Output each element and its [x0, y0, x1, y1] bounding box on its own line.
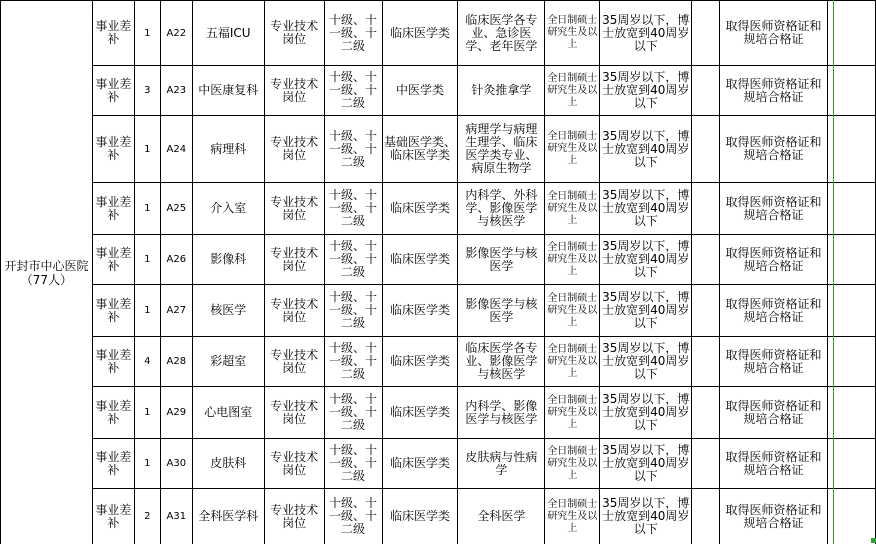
cell-education[interactable]: 全日制硕士研究生及以上: [545, 439, 600, 489]
cell-post-type[interactable]: 专业技术岗位: [264, 387, 324, 439]
cell-department[interactable]: 心电图室: [192, 387, 264, 439]
cell-category[interactable]: 临床医学类: [382, 285, 458, 337]
cell-post-type[interactable]: 专业技术岗位: [264, 66, 324, 116]
cell-blank[interactable]: [692, 235, 720, 285]
cell-education[interactable]: 全日制硕士研究生及以上: [545, 285, 600, 337]
table-body: [1, 1, 876, 544]
cell-post-code[interactable]: A25: [160, 183, 192, 235]
cell-category[interactable]: 临床医学类: [382, 489, 458, 544]
cell-age[interactable]: 35周岁以下，博士放宽到40周岁以下: [600, 1, 692, 66]
cell-requirement[interactable]: 取得医师资格证和规培合格证: [720, 183, 828, 235]
cell-age[interactable]: 35周岁以下，博士放宽到40周岁以下: [600, 489, 692, 544]
cell-post-code[interactable]: A27: [160, 285, 192, 337]
cell-category[interactable]: 基础医学类、临床医学类: [382, 116, 458, 183]
cell-type[interactable]: 事业差补: [92, 116, 134, 183]
cell-major[interactable]: 影像医学与核医学: [458, 285, 545, 337]
cell-level[interactable]: 十级、十一级、十二级: [324, 285, 382, 337]
cell-type[interactable]: 事业差补: [92, 235, 134, 285]
cell-type[interactable]: 事业差补: [92, 387, 134, 439]
cell-age[interactable]: 35周岁以下，博士放宽到40周岁以下: [600, 116, 692, 183]
cell-type[interactable]: 事业差补: [92, 183, 134, 235]
cell-level[interactable]: 十级、十一级、十二级: [324, 387, 382, 439]
cell-category[interactable]: 临床医学类: [382, 387, 458, 439]
cell-post-code[interactable]: A29: [160, 387, 192, 439]
cell-post-type[interactable]: 专业技术岗位: [264, 285, 324, 337]
cell-blank[interactable]: [692, 183, 720, 235]
cell-major[interactable]: 内科学、影像医学与核医学: [458, 387, 545, 439]
cell-age[interactable]: 35周岁以下，博士放宽到40周岁以下: [600, 183, 692, 235]
cell-type[interactable]: 事业差补: [92, 439, 134, 489]
cell-education[interactable]: 全日制硕士研究生及以上: [545, 1, 600, 66]
cell-count[interactable]: 1: [134, 285, 160, 337]
table-row: [1, 489, 876, 544]
cell-requirement[interactable]: 取得医师资格证和规培合格证: [720, 285, 828, 337]
hospital-count: （77人）: [20, 272, 73, 287]
cell-requirement[interactable]: 取得医师资格证和规培合格证: [720, 235, 828, 285]
cell-post-type[interactable]: 专业技术岗位: [264, 235, 324, 285]
cell-level[interactable]: 十级、十一级、十二级: [324, 116, 382, 183]
cell-post-code[interactable]: A28: [160, 337, 192, 387]
cell-count[interactable]: 3: [134, 66, 160, 116]
cell-type[interactable]: 事业差补: [92, 489, 134, 544]
cell-count[interactable]: 1: [134, 235, 160, 285]
cell-level[interactable]: 十级、十一级、十二级: [324, 337, 382, 387]
cell-education[interactable]: 全日制硕士研究生及以上: [545, 183, 600, 235]
table-row: [1, 66, 876, 116]
cell-requirement[interactable]: 取得医师资格证和规培合格证: [720, 1, 828, 66]
cell-count[interactable]: 4: [134, 337, 160, 387]
cell-age[interactable]: 35周岁以下，博士放宽到40周岁以下: [600, 66, 692, 116]
cell-major[interactable]: 内科学、外科学、影像医学与核医学: [458, 183, 545, 235]
cell-major[interactable]: 针灸推拿学: [458, 66, 545, 116]
cell-blank[interactable]: [692, 285, 720, 337]
cell-department[interactable]: 皮肤科: [192, 439, 264, 489]
cell-category[interactable]: 临床医学类: [382, 439, 458, 489]
cell-major[interactable]: 皮肤病与性病学: [458, 439, 545, 489]
cell-post-type[interactable]: 专业技术岗位: [264, 439, 324, 489]
cell-count[interactable]: 1: [134, 116, 160, 183]
cell-blank[interactable]: [692, 489, 720, 544]
cell-requirement[interactable]: 取得医师资格证和规培合格证: [720, 337, 828, 387]
cell-level[interactable]: 十级、十一级、十二级: [324, 439, 382, 489]
cell-education[interactable]: 全日制硕士研究生及以上: [545, 489, 600, 544]
cell-department[interactable]: 病理科: [192, 116, 264, 183]
cell-major[interactable]: 临床医学各专业、急诊医学、老年医学: [458, 1, 545, 66]
cell-education[interactable]: 全日制硕士研究生及以上: [545, 116, 600, 183]
cell-blank[interactable]: [692, 116, 720, 183]
cell-requirement[interactable]: 取得医师资格证和规培合格证: [720, 387, 828, 439]
cell-count[interactable]: 2: [134, 489, 160, 544]
cell-post-code[interactable]: A31: [160, 489, 192, 544]
cell-type[interactable]: 事业差补: [92, 66, 134, 116]
cell-education[interactable]: 全日制硕士研究生及以上: [545, 337, 600, 387]
cell-category[interactable]: 中医学类: [382, 66, 458, 116]
cell-post-code[interactable]: A23: [160, 66, 192, 116]
cell-education[interactable]: 全日制硕士研究生及以上: [545, 235, 600, 285]
cell-requirement[interactable]: 取得医师资格证和规培合格证: [720, 66, 828, 116]
cell-level[interactable]: 十级、十一级、十二级: [324, 66, 382, 116]
cell-level[interactable]: 十级、十一级、十二级: [324, 183, 382, 235]
table-row: [1, 337, 876, 387]
cell-blank[interactable]: [692, 1, 720, 66]
cell-major[interactable]: 全科医学: [458, 489, 545, 544]
cell-post-type[interactable]: 专业技术岗位: [264, 1, 324, 66]
cell-major[interactable]: 病理学与病理生理学、临床医学类专业、病原生物学: [458, 116, 545, 183]
cell-post-code[interactable]: A22: [160, 1, 192, 66]
cell-post-type[interactable]: 专业技术岗位: [264, 337, 324, 387]
cell-count[interactable]: 1: [134, 1, 160, 66]
cell-education[interactable]: 全日制硕士研究生及以上: [545, 66, 600, 116]
table-row: [1, 1, 876, 66]
cell-major[interactable]: 影像医学与核医学: [458, 235, 545, 285]
cell-category[interactable]: 临床医学类: [382, 235, 458, 285]
hospital-name: 开封市中心医院: [4, 258, 89, 273]
cell-department[interactable]: 五福ICU: [192, 1, 264, 66]
table-row: [1, 235, 876, 285]
table-row: [1, 387, 876, 439]
cell-department[interactable]: 介入室: [192, 183, 264, 235]
table-row: [1, 285, 876, 337]
cell-blank[interactable]: [692, 337, 720, 387]
cell-department[interactable]: 影像科: [192, 235, 264, 285]
cell-blank[interactable]: [692, 387, 720, 439]
cell-age[interactable]: 35周岁以下，博士放宽到40周岁以下: [600, 285, 692, 337]
cell-category[interactable]: 临床医学类: [382, 1, 458, 66]
cell-type[interactable]: 事业差补: [92, 337, 134, 387]
table-row: [1, 183, 876, 235]
table-row: [1, 116, 876, 183]
cell-hospital[interactable]: [1, 1, 93, 544]
cell-requirement[interactable]: 取得医师资格证和规培合格证: [720, 439, 828, 489]
cell-department[interactable]: 彩超室: [192, 337, 264, 387]
cell-level[interactable]: 十级、十一级、十二级: [324, 1, 382, 66]
cell-post-code[interactable]: A26: [160, 235, 192, 285]
cell-post-code[interactable]: A24: [160, 116, 192, 183]
cell-blank[interactable]: [692, 439, 720, 489]
table-row: [1, 439, 876, 489]
cell-department[interactable]: 中医康复科: [192, 66, 264, 116]
cell-age[interactable]: 35周岁以下，博士放宽到40周岁以下: [600, 235, 692, 285]
cell-post-type[interactable]: 专业技术岗位: [264, 183, 324, 235]
cell-age[interactable]: 35周岁以下，博士放宽到40周岁以下: [600, 387, 692, 439]
cell-age[interactable]: 35周岁以下，博士放宽到40周岁以下: [600, 337, 692, 387]
cell-category[interactable]: 临床医学类: [382, 337, 458, 387]
cell-major[interactable]: 临床医学各专业、影像医学与核医学: [458, 337, 545, 387]
cell-level[interactable]: 十级、十一级、十二级: [324, 489, 382, 544]
cell-count[interactable]: 1: [134, 387, 160, 439]
cell-level[interactable]: 十级、十一级、十二级: [324, 235, 382, 285]
cell-requirement[interactable]: 取得医师资格证和规培合格证: [720, 116, 828, 183]
cell-type[interactable]: 事业差补: [92, 1, 134, 66]
cell-department[interactable]: 全科医学科: [192, 489, 264, 544]
cell-post-code[interactable]: A30: [160, 439, 192, 489]
cell-blank[interactable]: [692, 66, 720, 116]
cell-age[interactable]: 35周岁以下，博士放宽到40周岁以下: [600, 439, 692, 489]
cell-education[interactable]: 全日制硕士研究生及以上: [545, 387, 600, 439]
cell-count[interactable]: 1: [134, 439, 160, 489]
cell-post-type[interactable]: 专业技术岗位: [264, 489, 324, 544]
cell-department[interactable]: 核医学: [192, 285, 264, 337]
column-selection-border: [833, 0, 873, 544]
fill-handle[interactable]: [871, 538, 876, 543]
cell-type[interactable]: 事业差补: [92, 285, 134, 337]
cell-count[interactable]: 1: [134, 183, 160, 235]
cell-requirement[interactable]: 取得医师资格证和规培合格证: [720, 489, 828, 544]
cell-category[interactable]: 临床医学类: [382, 183, 458, 235]
cell-post-type[interactable]: 专业技术岗位: [264, 116, 324, 183]
